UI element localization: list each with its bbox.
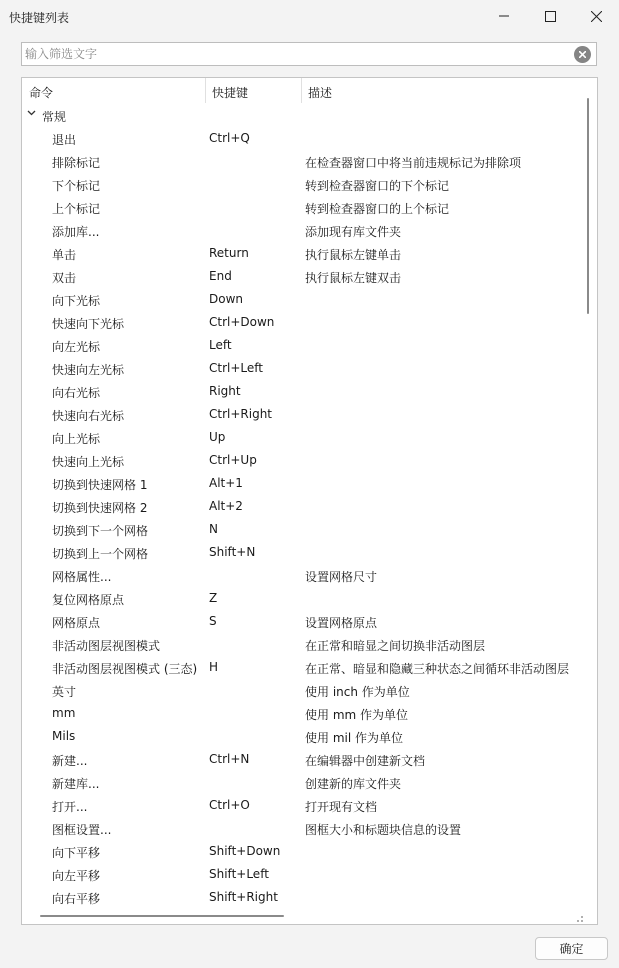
command-cell: 双击 [52, 271, 77, 285]
shortcut-cell: Shift+Left [209, 867, 269, 881]
command-cell: 向左平移 [52, 869, 101, 883]
shortcut-cell: Alt+2 [209, 499, 243, 513]
table-row[interactable] [22, 518, 582, 541]
minimize-icon [499, 11, 509, 21]
command-cell: 排除标记 [52, 156, 101, 170]
filter-input[interactable] [25, 45, 565, 63]
command-cell: 下个标记 [52, 179, 101, 193]
description-cell: 转到检查器窗口的下个标记 [305, 179, 450, 193]
group-row-general[interactable] [22, 104, 582, 127]
table-row[interactable] [22, 886, 582, 909]
command-cell: 英寸 [52, 685, 77, 699]
chevron-down-icon[interactable] [27, 110, 36, 116]
table-row[interactable] [22, 403, 582, 426]
description-cell: 使用 inch 作为单位 [305, 685, 410, 699]
shortcut-cell: Shift+Down [209, 844, 281, 858]
table-row[interactable] [22, 771, 582, 794]
description-cell: 执行鼠标左键单击 [305, 248, 402, 262]
title-bar [0, 0, 619, 32]
table-row[interactable] [22, 150, 582, 173]
description-cell: 添加现有库文件夹 [305, 225, 402, 239]
table-row[interactable] [22, 472, 582, 495]
column-divider[interactable] [301, 78, 302, 103]
description-cell: 在正常、暗显和隐藏三种状态之间循环非活动图层 [305, 662, 570, 676]
shortcut-cell: Down [209, 292, 244, 306]
command-cell: 切换到下一个网格 [52, 524, 149, 538]
maximize-icon [545, 11, 556, 22]
column-header-shortcut[interactable]: 快捷键 [212, 86, 249, 100]
table-row[interactable] [22, 633, 582, 656]
table-row[interactable] [22, 334, 582, 357]
ok-button[interactable]: 确定 [535, 937, 608, 960]
table-row[interactable] [22, 357, 582, 380]
shortcut-cell: S [209, 614, 217, 628]
description-cell: 打开现有文档 [305, 800, 378, 814]
command-cell: 非活动图层视图模式 [52, 639, 161, 653]
table-row[interactable] [22, 817, 582, 840]
command-cell: 上个标记 [52, 202, 101, 216]
description-cell: 在检查器窗口中将当前违规标记为排除项 [305, 156, 522, 170]
table-row[interactable] [22, 288, 582, 311]
description-cell: 设置网格原点 [305, 616, 378, 630]
shortcut-cell: Left [209, 338, 232, 352]
description-cell: 执行鼠标左键双击 [305, 271, 402, 285]
command-cell: 新建... [52, 754, 88, 768]
shortcut-cell: Ctrl+Left [209, 361, 263, 375]
table-row[interactable] [22, 173, 582, 196]
table-row[interactable] [22, 702, 582, 725]
maximize-button[interactable] [527, 0, 573, 32]
vertical-scrollbar[interactable] [587, 98, 589, 314]
shortcut-cell: Z [209, 591, 218, 605]
resize-grip-icon [577, 916, 583, 922]
shortcut-cell: Shift+Right [209, 890, 278, 904]
window-title: 快捷键列表 [9, 11, 70, 25]
shortcut-cell: Ctrl+O [209, 798, 250, 812]
description-cell: 在正常和暗显之间切换非活动图层 [305, 639, 486, 653]
clear-button[interactable] [574, 46, 591, 63]
shortcut-cell: Return [209, 246, 249, 260]
table-row[interactable] [22, 541, 582, 564]
shortcut-cell: Ctrl+N [209, 752, 250, 766]
shortcut-cell: Ctrl+Right [209, 407, 273, 421]
table-row[interactable] [22, 426, 582, 449]
command-cell: 图框设置... [52, 823, 112, 837]
shortcut-cell: N [209, 522, 218, 536]
table-row[interactable] [22, 311, 582, 334]
command-cell: 退出 [52, 133, 77, 147]
shortcut-cell: Ctrl+Q [209, 131, 250, 145]
command-cell: 快速向右光标 [52, 409, 125, 423]
description-cell: 转到检查器窗口的上个标记 [305, 202, 450, 216]
table-row[interactable] [22, 610, 582, 633]
table-row[interactable] [22, 265, 582, 288]
shortcut-cell: Alt+1 [209, 476, 243, 490]
command-cell: 向上光标 [52, 432, 101, 446]
shortcut-cell: End [209, 269, 232, 283]
table-row[interactable] [22, 380, 582, 403]
command-cell: 向右光标 [52, 386, 101, 400]
command-cell: 快速向下光标 [52, 317, 125, 331]
table-row[interactable] [22, 495, 582, 518]
table-row[interactable] [22, 564, 582, 587]
command-cell: 快速向左光标 [52, 363, 125, 377]
shortcut-cell: H [209, 660, 219, 674]
table-row[interactable] [22, 748, 582, 771]
shortcut-cell: Ctrl+Down [209, 315, 275, 329]
description-cell: 在编辑器中创建新文档 [305, 754, 426, 768]
command-cell: 向左光标 [52, 340, 101, 354]
table-row[interactable] [22, 656, 582, 679]
command-cell: mm [52, 706, 76, 720]
command-cell: 快速向上光标 [52, 455, 125, 469]
shortcut-table [21, 77, 598, 925]
command-cell: 非活动图层视图模式 (三态) [52, 662, 198, 676]
command-cell: 网格原点 [52, 616, 101, 630]
command-cell: 切换到快速网格 1 [52, 478, 148, 492]
table-row[interactable] [22, 449, 582, 472]
command-cell: 网格属性... [52, 570, 112, 584]
table-row[interactable] [22, 127, 582, 150]
description-cell: 使用 mil 作为单位 [305, 731, 403, 745]
close-icon [591, 11, 602, 22]
horizontal-scrollbar[interactable] [40, 915, 284, 917]
shortcut-cell: Ctrl+Up [209, 453, 257, 467]
command-cell: 切换到快速网格 2 [52, 501, 148, 515]
table-row[interactable] [22, 725, 582, 748]
minimize-button[interactable] [481, 0, 527, 32]
filter-box [21, 42, 597, 66]
description-cell: 创建新的库文件夹 [305, 777, 402, 791]
table-row[interactable] [22, 219, 582, 242]
command-cell: 切换到上一个网格 [52, 547, 149, 561]
description-cell: 图框大小和标题块信息的设置 [305, 823, 462, 837]
table-row[interactable] [22, 863, 582, 886]
command-cell: 复位网格原点 [52, 593, 125, 607]
table-header [22, 78, 582, 103]
table-row[interactable] [22, 587, 582, 610]
command-cell: 新建库... [52, 777, 100, 791]
clear-icon [579, 51, 586, 58]
command-cell: 向下光标 [52, 294, 101, 308]
table-row[interactable] [22, 794, 582, 817]
shortcut-cell: Up [209, 430, 226, 444]
column-divider[interactable] [205, 78, 206, 103]
close-button[interactable] [573, 0, 619, 32]
shortcut-cell: Shift+N [209, 545, 256, 559]
command-cell: 向右平移 [52, 892, 101, 906]
command-cell: 添加库... [52, 225, 100, 239]
shortcut-cell: Right [209, 384, 241, 398]
table-row[interactable] [22, 679, 582, 702]
table-row[interactable] [22, 242, 582, 265]
table-body [22, 127, 582, 909]
table-row[interactable] [22, 196, 582, 219]
command-cell: Mils [52, 729, 76, 743]
command-cell: 打开... [52, 800, 88, 814]
command-cell: 单击 [52, 248, 77, 262]
group-label: 常规 [42, 110, 67, 124]
column-header-description[interactable]: 描述 [308, 86, 333, 100]
command-cell: 向下平移 [52, 846, 101, 860]
description-cell: 使用 mm 作为单位 [305, 708, 409, 722]
table-row[interactable] [22, 840, 582, 863]
description-cell: 设置网格尺寸 [305, 570, 378, 584]
column-header-command[interactable]: 命令 [29, 86, 54, 100]
